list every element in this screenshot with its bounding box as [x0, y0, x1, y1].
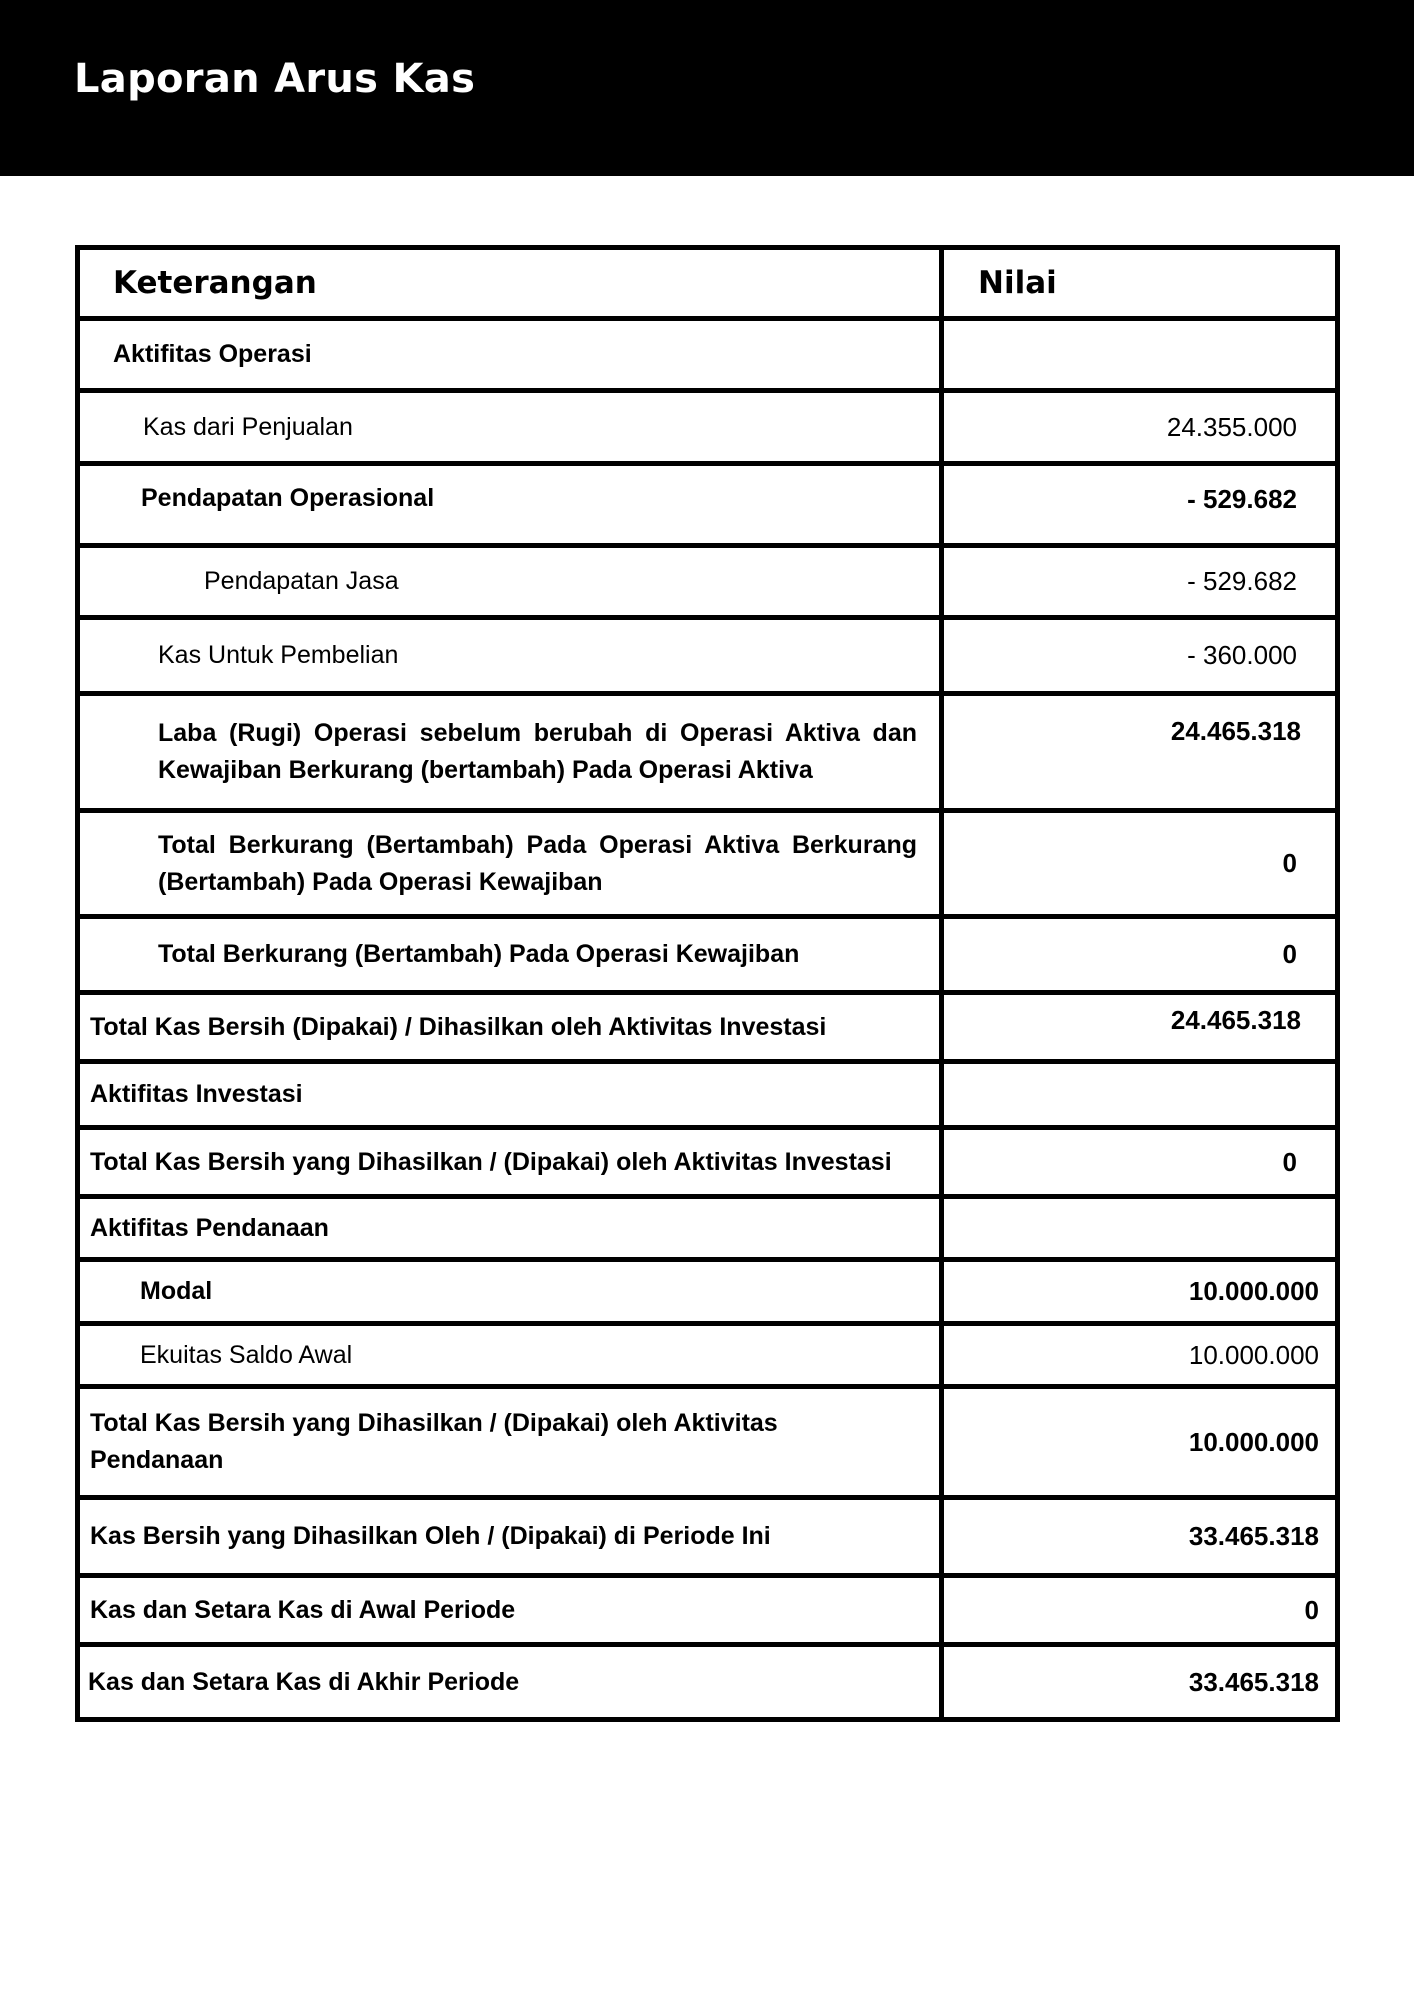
table-row [80, 548, 1335, 620]
column-header-nilai: Nilai [978, 265, 1057, 301]
row-value [944, 1199, 1335, 1257]
table-row [80, 1326, 1335, 1389]
row-value: 33.465.318 [1188, 1521, 1319, 1551]
row-label: Kas Bersih yang Dihasilkan Oleh / (Dipakai) di Periode Ini [80, 1500, 944, 1573]
table-row [80, 393, 1335, 466]
row-value: - 529.682 [1187, 566, 1297, 596]
table-header-row [80, 250, 1335, 321]
section-label-investasi: Aktifitas Investasi [80, 1064, 944, 1125]
table-row [80, 1262, 1335, 1326]
cash-flow-table [75, 245, 1340, 1722]
table-row [80, 1647, 1335, 1717]
row-label: Kas dari Penjualan [80, 393, 944, 461]
row-label: Ekuitas Saldo Awal [80, 1326, 944, 1384]
row-value: 0 [1282, 1146, 1297, 1177]
row-value: - 529.682 [1187, 484, 1297, 514]
row-label: Kas Untuk Pembelian [80, 620, 944, 691]
row-label: Kas dan Setara Kas di Akhir Periode [80, 1647, 944, 1717]
row-label: Total Kas Bersih yang Dihasilkan / (Dipakai) oleh Aktivitas Pendanaan [80, 1389, 944, 1495]
row-value: 10.000.000 [1188, 1276, 1319, 1306]
row-value: 24.465.318 [1170, 1005, 1301, 1035]
row-label: Pendapatan Operasional [80, 466, 944, 543]
column-header-keterangan: Keterangan [80, 250, 944, 316]
row-value: 24.465.318 [1170, 716, 1301, 746]
page-title: Laporan Arus Kas [74, 56, 476, 102]
row-value: 0 [1282, 848, 1297, 878]
row-value: 24.355.000 [1166, 411, 1297, 442]
section-label-pendanaan: Aktifitas Pendanaan [80, 1199, 944, 1257]
row-value [944, 1064, 1335, 1125]
row-label: Modal [80, 1262, 944, 1321]
table-row [80, 1578, 1335, 1647]
table-row [80, 1389, 1335, 1500]
table-row [80, 919, 1335, 995]
row-value [944, 321, 1335, 388]
table-row [80, 1500, 1335, 1578]
row-label: Kas dan Setara Kas di Awal Periode [80, 1578, 944, 1642]
row-value: 0 [1282, 939, 1297, 969]
table-row [80, 813, 1335, 919]
row-label: Total Kas Bersih yang Dihasilkan / (Dipakai) oleh Aktivitas Investasi [80, 1130, 944, 1194]
row-label: Total Berkurang (Bertambah) Pada Operasi Kewajiban [80, 919, 944, 990]
row-label: Total Kas Bersih (Dipakai) / Dihasilkan oleh Aktivitas Investasi [80, 995, 944, 1059]
row-value: 10.000.000 [1188, 1339, 1319, 1370]
row-label: Total Berkurang (Bertambah) Pada Operasi Aktiva Berkurang (Bertambah) Pada Operasi Kewajiban [80, 813, 944, 914]
table-row [80, 620, 1335, 696]
row-label: Pendapatan Jasa [80, 548, 944, 615]
section-label-operasi: Aktifitas Operasi [80, 321, 944, 388]
header-bar [0, 0, 1414, 176]
row-value: 33.465.318 [1188, 1666, 1319, 1697]
row-value: 0 [1304, 1594, 1319, 1625]
table-row [80, 696, 1335, 813]
row-value: - 360.000 [1187, 640, 1297, 670]
row-value: 10.000.000 [1188, 1426, 1319, 1457]
table-row [80, 995, 1335, 1064]
row-label: Laba (Rugi) Operasi sebelum berubah di Operasi Aktiva dan Kewajiban Berkurang (bertambah) Pada Operasi Aktiva [80, 696, 944, 808]
table-row [80, 1064, 1335, 1130]
table-row [80, 1130, 1335, 1199]
table-row [80, 1199, 1335, 1262]
table-row [80, 321, 1335, 393]
table-row [80, 466, 1335, 548]
